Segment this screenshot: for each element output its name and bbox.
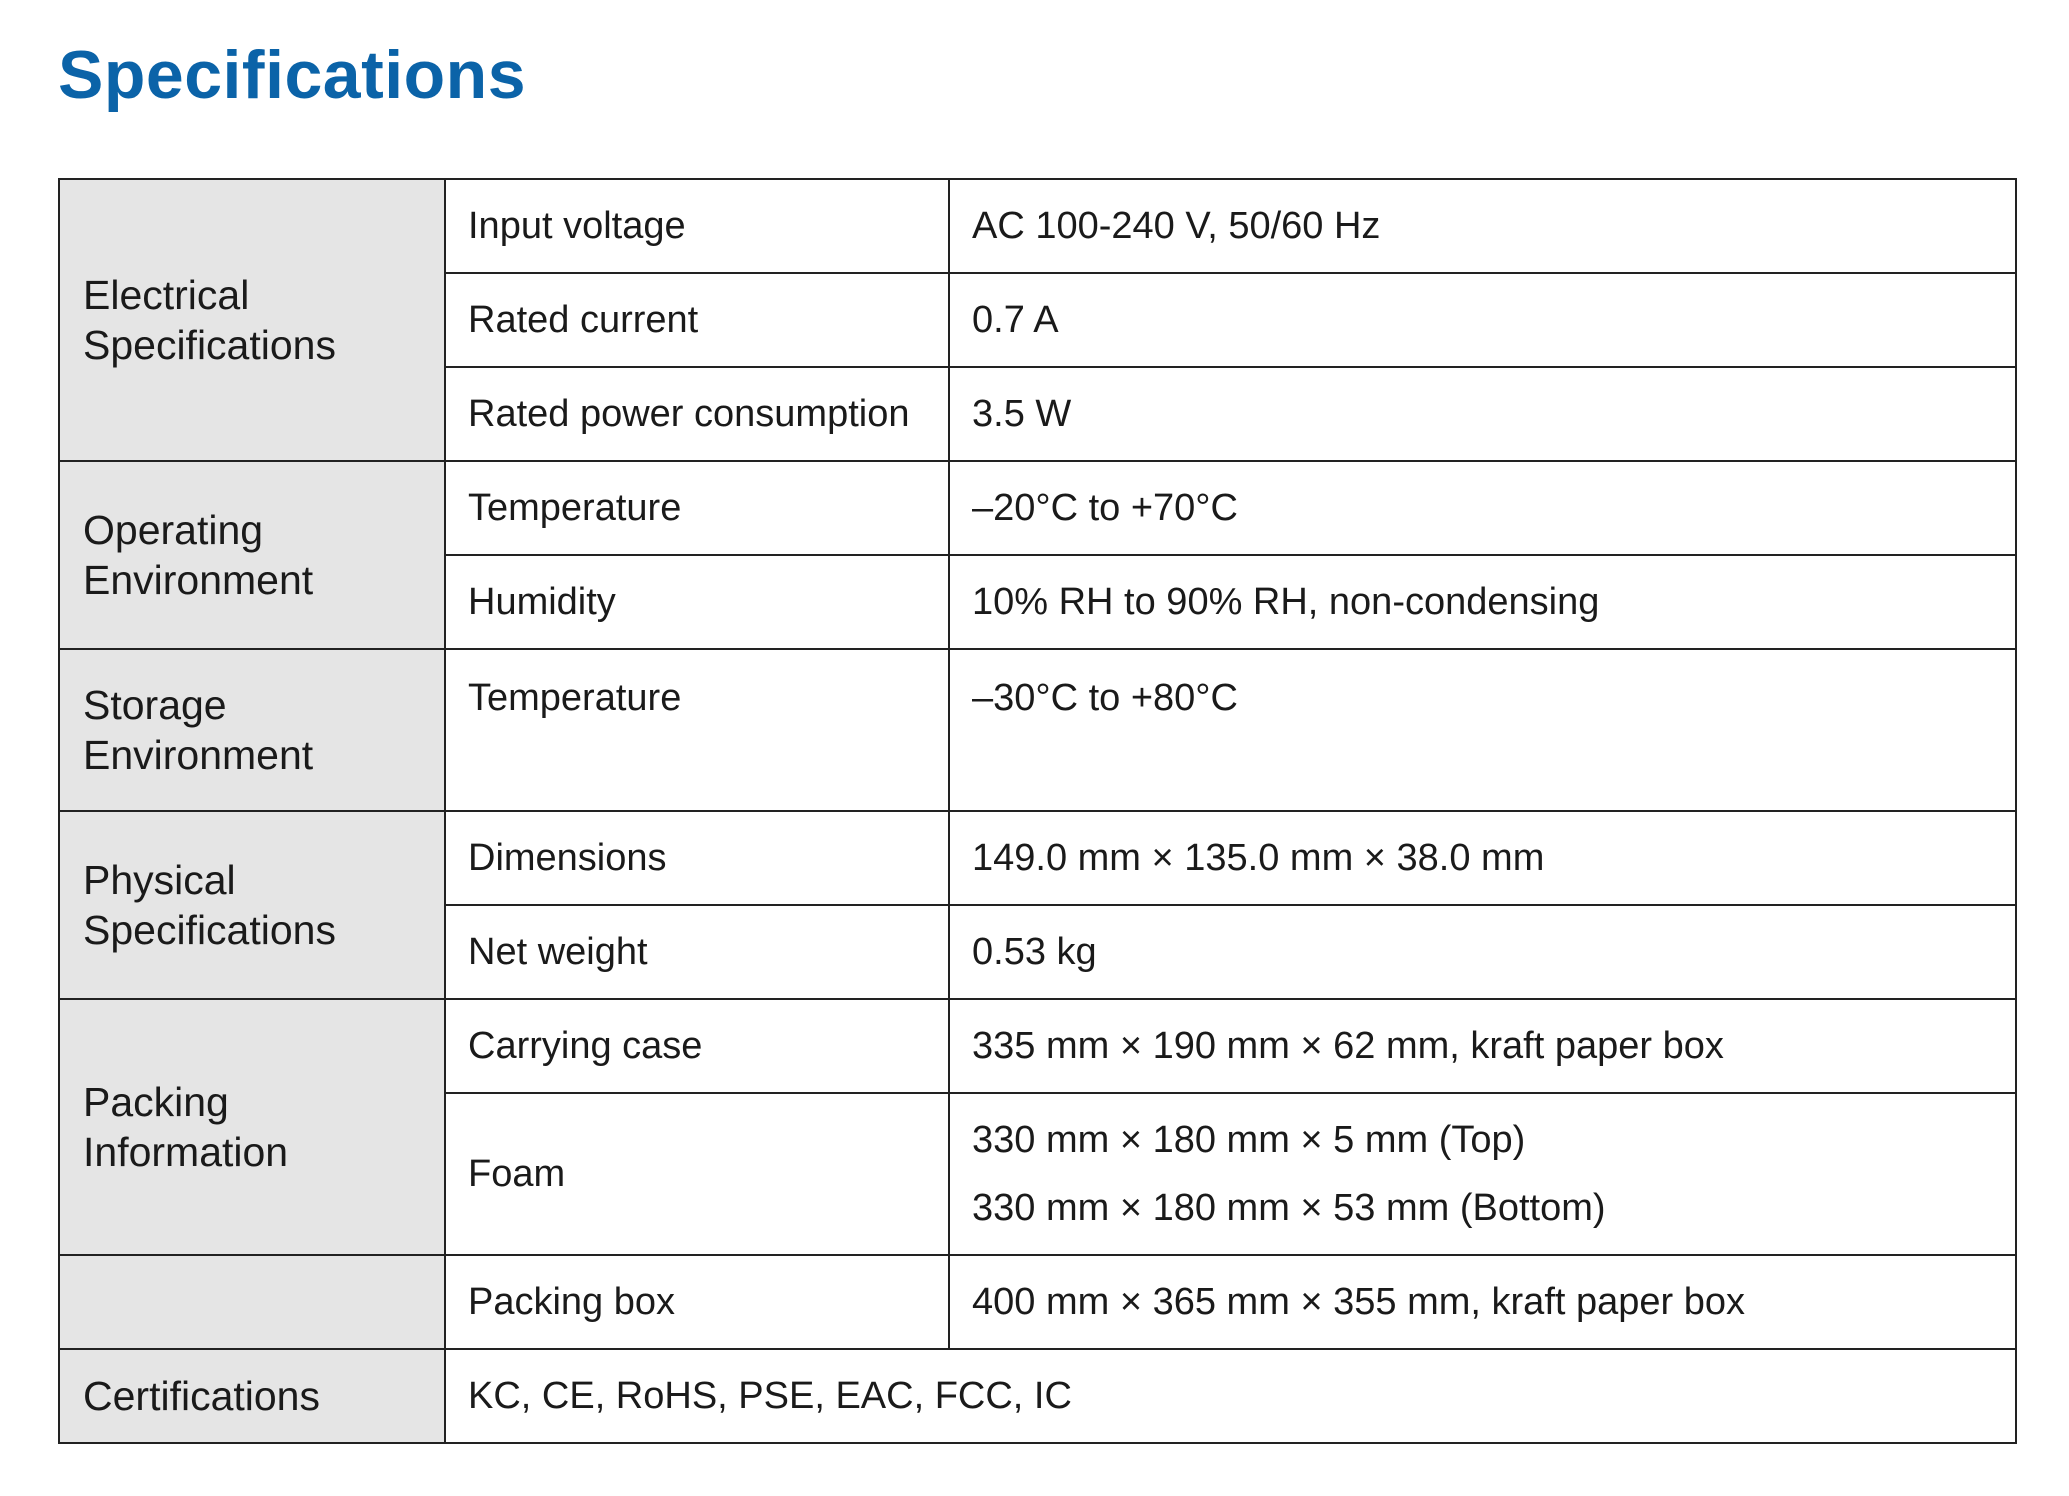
spec-label: Net weight bbox=[445, 905, 949, 999]
category-label: Specifications bbox=[83, 907, 336, 953]
category-label: Storage bbox=[83, 682, 227, 728]
table-row bbox=[59, 179, 2016, 273]
spec-label: Dimensions bbox=[445, 811, 949, 905]
category-packing bbox=[59, 999, 445, 1255]
spec-value: 3.5 W bbox=[949, 367, 2016, 461]
spec-label: Carrying case bbox=[445, 999, 949, 1093]
spec-value: 149.0 mm × 135.0 mm × 38.0 mm bbox=[949, 811, 2016, 905]
spec-label: Rated current bbox=[445, 273, 949, 367]
page-title: Specifications bbox=[58, 37, 527, 113]
spec-label: Foam bbox=[445, 1093, 949, 1255]
category-electrical bbox=[59, 179, 445, 461]
table-row bbox=[59, 461, 2016, 555]
table-row bbox=[59, 1349, 2016, 1443]
category-storage bbox=[59, 649, 445, 811]
spec-value: 0.7 A bbox=[949, 273, 2016, 367]
spec-label: Humidity bbox=[445, 555, 949, 649]
spec-label: Rated power consumption bbox=[445, 367, 949, 461]
spec-value: AC 100-240 V, 50/60 Hz bbox=[949, 179, 2016, 273]
spec-label: Temperature bbox=[445, 461, 949, 555]
category-operating bbox=[59, 461, 445, 649]
foam-value-bottom: 330 mm × 180 mm × 53 mm (Bottom) bbox=[972, 1187, 1606, 1229]
certifications-value: KC, CE, RoHS, PSE, EAC, FCC, IC bbox=[445, 1349, 2016, 1443]
spec-label: Temperature bbox=[445, 649, 949, 811]
category-label: Specifications bbox=[83, 322, 336, 368]
table-row bbox=[59, 999, 2016, 1093]
table-row bbox=[59, 649, 2016, 811]
category-label: Physical bbox=[83, 857, 236, 903]
spec-value: –20°C to +70°C bbox=[949, 461, 2016, 555]
spec-value: 400 mm × 365 mm × 355 mm, kraft paper box bbox=[949, 1255, 2016, 1349]
category-certifications: Certifications bbox=[59, 1349, 445, 1443]
category-empty bbox=[59, 1255, 445, 1349]
table-row bbox=[59, 811, 2016, 905]
category-label: Information bbox=[83, 1129, 289, 1175]
foam-value-top: 330 mm × 180 mm × 5 mm (Top) bbox=[972, 1119, 1526, 1161]
category-label: Operating bbox=[83, 507, 264, 553]
category-label: Environment bbox=[83, 732, 314, 778]
category-physical bbox=[59, 811, 445, 999]
spec-value bbox=[949, 1093, 2016, 1255]
spec-value: 335 mm × 190 mm × 62 mm, kraft paper box bbox=[949, 999, 2016, 1093]
table-row bbox=[59, 1255, 2016, 1349]
spec-value: –30°C to +80°C bbox=[949, 649, 2016, 811]
spec-value: 10% RH to 90% RH, non-condensing bbox=[949, 555, 2016, 649]
spec-value: 0.53 kg bbox=[949, 905, 2016, 999]
category-label: Electrical bbox=[83, 272, 250, 318]
spec-label: Packing box bbox=[445, 1255, 949, 1349]
category-label: Packing bbox=[83, 1079, 229, 1125]
spec-label: Input voltage bbox=[445, 179, 949, 273]
category-label: Environment bbox=[83, 557, 314, 603]
specifications-table bbox=[58, 178, 2017, 1444]
